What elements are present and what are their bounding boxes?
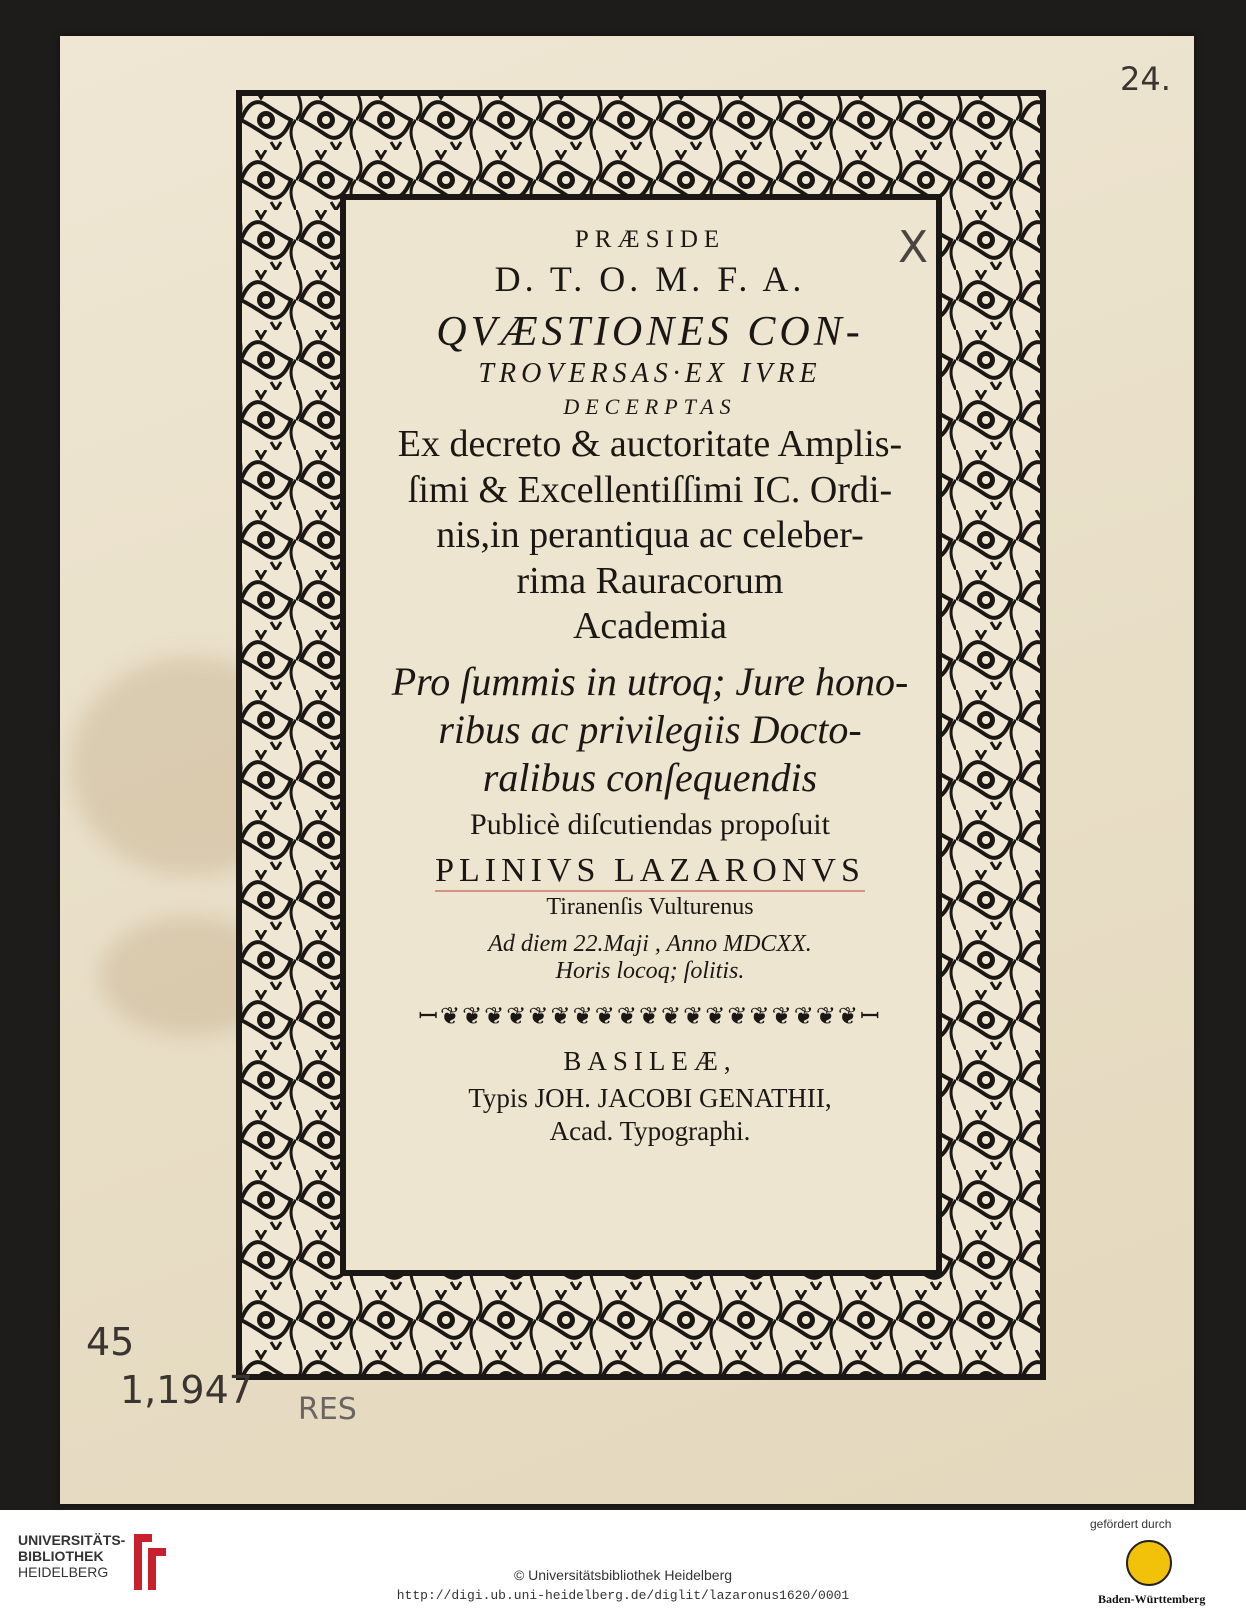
date-line: Ad diem 22.Maji , Anno MDCXX. [488,930,812,957]
handwritten-page-number: 24. [1120,60,1171,98]
printer-line: Typis JOH. JACOBI GENATHII, [468,1082,832,1113]
library-line-1: UNIVERSITÄTS- [18,1532,126,1548]
hours-line: Horis locoq; ſolitis. [555,957,745,984]
permalink-url[interactable]: http://digi.ub.uni-heidelberg.de/diglit/lazaronus1620/0001 [396,1588,850,1603]
printer-line-2: Acad. Typographi. [549,1115,751,1146]
pro-line-2: ribus ac privilegiis Docto- [438,706,862,752]
handwritten-shelf-3: RES [298,1392,357,1427]
publice-line: Publicè diſcutiendas propoſuit [470,807,830,841]
funder-name: Baden-Württemberg [1098,1592,1206,1606]
pro-line-1: Pro ſummis in utroq; Jure hono- [391,658,909,704]
author-name: PLINIVS LAZARONVS [435,852,865,892]
initials-line: D. T. O. M. F. A. [494,259,806,299]
title-line-1: QVÆSTIONES CON- [436,309,864,355]
title-line-2: TROVERSAS·EX IVRE [478,358,822,389]
author-origin: Tiranenſis Vulturenus [546,893,754,920]
decree-line-4: rima Rauracorum [516,559,784,602]
funded-by-label: gefördert durch [1090,1517,1172,1531]
library-line-3: HEIDELBERG [18,1564,109,1580]
decree-line-2: ſimi & Excellentiſſimi IC. Ordi- [407,468,893,511]
city-line: BASILEÆ, [563,1045,737,1076]
title-line-3: DECERPTAS [563,394,737,419]
decree-line-5: Academia [572,605,728,648]
decree-line-1: Ex decreto & auctoritate Amplis- [397,423,903,465]
decree-line-3: nis,in perantiqua ac celeber- [436,514,864,557]
handwritten-mark: X [898,222,929,273]
title-text-block [330,222,970,1147]
handwritten-shelf-2: 1,1947 [120,1368,253,1412]
pro-line-3: ralibus conſequendis [482,754,818,800]
baden-wuerttemberg-seal-icon [1126,1540,1172,1586]
praeside-line: PRÆSIDE [574,226,726,253]
library-line-2: BIBLIOTHEK [18,1548,104,1564]
ornament-row: ꟷ❦❦❦❦❦❦❦❦❦❦❦❦❦❦❦❦❦❦❦ꟷ [418,1003,882,1030]
handwritten-shelf-1: 45 [86,1320,135,1364]
copyright-text: © Universitätsbibliothek Heidelberg [513,1567,733,1583]
library-logo-icon [128,1528,172,1594]
